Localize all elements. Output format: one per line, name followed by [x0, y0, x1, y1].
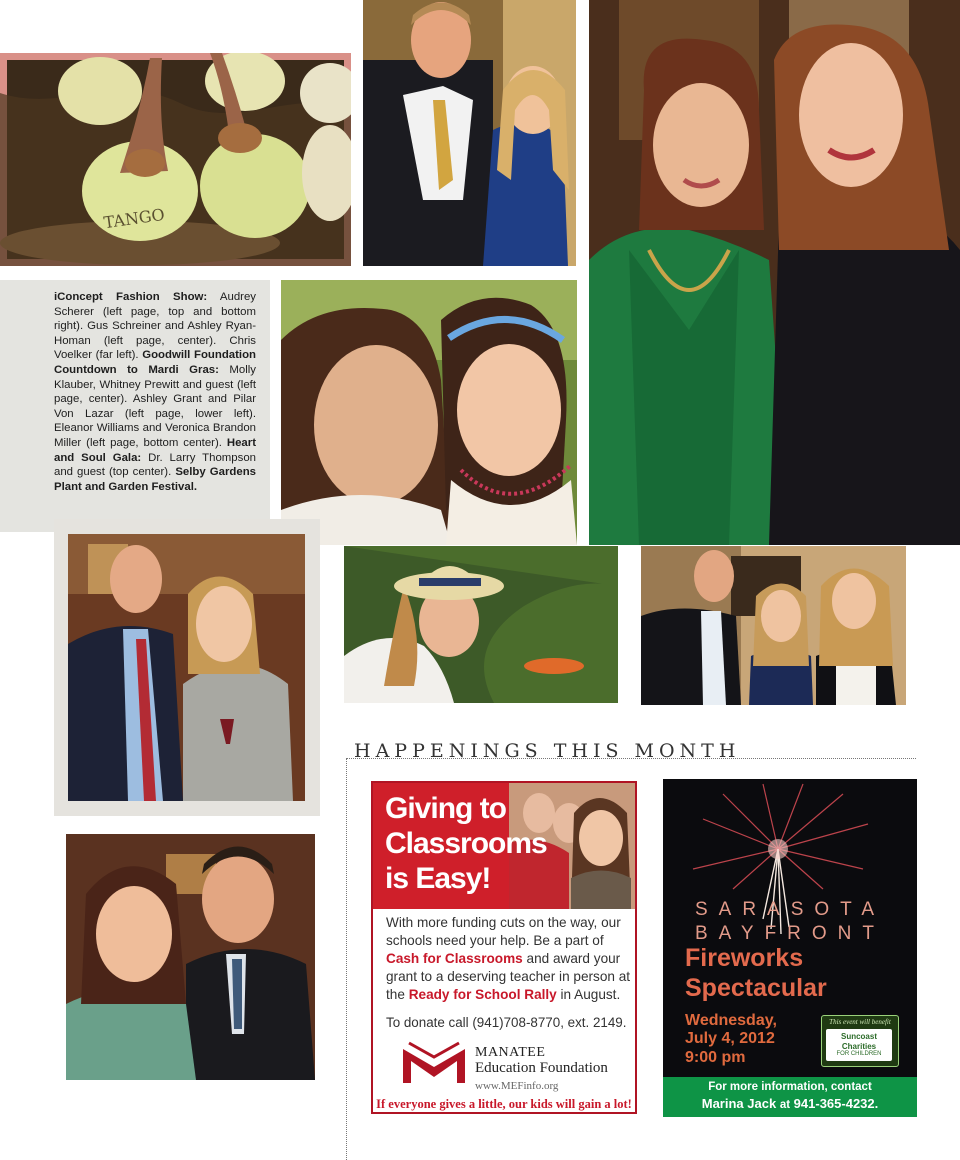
badge-note: This event will benefit: [829, 1018, 891, 1026]
ad-classrooms-org-line-1: MANATEE: [475, 1045, 546, 1060]
ad-fireworks-line-4: Spectacular: [685, 974, 827, 1002]
section-rule-left: [346, 758, 347, 1160]
ad-fireworks-date-line-1: Wednesday,: [685, 1012, 777, 1029]
caption-text: Dr. Larry Thompson and guest (top center).: [54, 451, 256, 479]
caption-text: Molly Klauber, Whitney Prewitt and guest (left page, center). Ashley Grant and Pilar Von Lazar (left page, lower left). Eleanor Williams and Veronica Brandon Miller (left page, bottom center).: [54, 363, 256, 449]
section-title: HAPPENINGS THIS MONTH: [354, 740, 741, 762]
ad-classrooms-headline-line-2: Classrooms: [385, 827, 547, 860]
ad-classrooms-donate: To donate call (941)708-8770, ext. 2149.: [386, 1015, 627, 1030]
photo-woman-hat-pond: [344, 546, 618, 703]
photo-amaryllis-bulbs: [0, 53, 351, 266]
caption-panel: [0, 280, 270, 532]
ad-classrooms-text: in August.: [556, 987, 621, 1002]
caption-text: Audrey Scherer (left page, top and bottom right). Gus Schreiner and Ashley Ryan-Homan (left page, center). Chris Voelker (far left).: [54, 291, 256, 362]
ad-classrooms-tagline: If everyone gives a little, our kids will gain a lot!: [376, 1097, 632, 1111]
photo-couple-with-wine: [68, 534, 305, 801]
photo-woman-and-child: [281, 280, 577, 545]
ad-classrooms-body: [386, 914, 631, 1004]
badge-line-2: Charities: [841, 1042, 877, 1051]
ad-fireworks-footer: [663, 1077, 917, 1117]
ad-fireworks-line-3: Fireworks: [685, 944, 804, 972]
ad-classrooms-headline: [385, 791, 565, 896]
photo-two-women-gala: [589, 0, 960, 545]
photo-couple-bottom-left: [66, 834, 315, 1080]
caption-event-name: Goodwill Foundation Countdown to Mardi Gras:: [54, 349, 256, 376]
manatee-education-foundation-logo-icon: [399, 1039, 469, 1085]
ad-classrooms-headline-line-1: Giving to: [385, 792, 506, 825]
ad-fireworks-contact-name: Marina Jack: [701, 1096, 777, 1111]
ad-classrooms-text: With more funding cuts on the way, our schools need your help. Be a part of: [386, 915, 621, 948]
ad-fireworks-footer-line-2: [663, 1096, 917, 1111]
badge-line-1: Suncoast: [840, 1032, 877, 1041]
badge-line-3: FOR CHILDREN: [836, 1051, 882, 1057]
ad-classrooms-highlight: Cash for Classrooms: [386, 951, 523, 966]
ad-classrooms-org-line-2: Education Foundation: [475, 1060, 608, 1076]
ad-fireworks-contact-phone[interactable]: 941-365-4232.: [793, 1096, 879, 1111]
section-rule-top: [346, 758, 916, 759]
caption-event-name: Heart and Soul Gala:: [54, 436, 256, 464]
ad-classrooms-headline-line-3: is Easy!: [385, 862, 491, 895]
suncoast-charities-badge: [821, 1015, 899, 1067]
ad-fireworks-date-line-2: July 4, 2012: [685, 1030, 775, 1047]
photo-caption: [54, 290, 256, 494]
ad-classrooms-text: and award your grant to a deserving teacher in person at the: [386, 951, 631, 1002]
photo-trio-gala: [641, 546, 906, 705]
caption-event-name: iConcept Fashion Show:: [54, 291, 208, 303]
ad-fireworks-footer-line-1: For more information, contact: [708, 1081, 872, 1093]
ad-giving-to-classrooms[interactable]: [371, 781, 637, 1114]
ad-classrooms-highlight: Ready for School Rally: [408, 987, 557, 1002]
ad-classrooms-url[interactable]: www.MEFinfo.org: [475, 1080, 559, 1092]
bulb-tag-text: TANGO: [102, 204, 166, 233]
caption-event-name: Selby Gardens Plant and Garden Festival.: [54, 466, 256, 493]
ad-fireworks-time: 9:00 pm: [685, 1049, 746, 1066]
ad-fireworks-line-1: SARASOTA: [694, 899, 886, 920]
ad-fireworks-contact-at: at: [779, 1099, 791, 1111]
photo-top-center-couple: [363, 0, 576, 266]
ad-fireworks-line-2: BAYFRONT: [694, 923, 886, 944]
ad-sarasota-fireworks[interactable]: [663, 779, 917, 1117]
suncoast-charities-logo-icon: [826, 1029, 892, 1061]
